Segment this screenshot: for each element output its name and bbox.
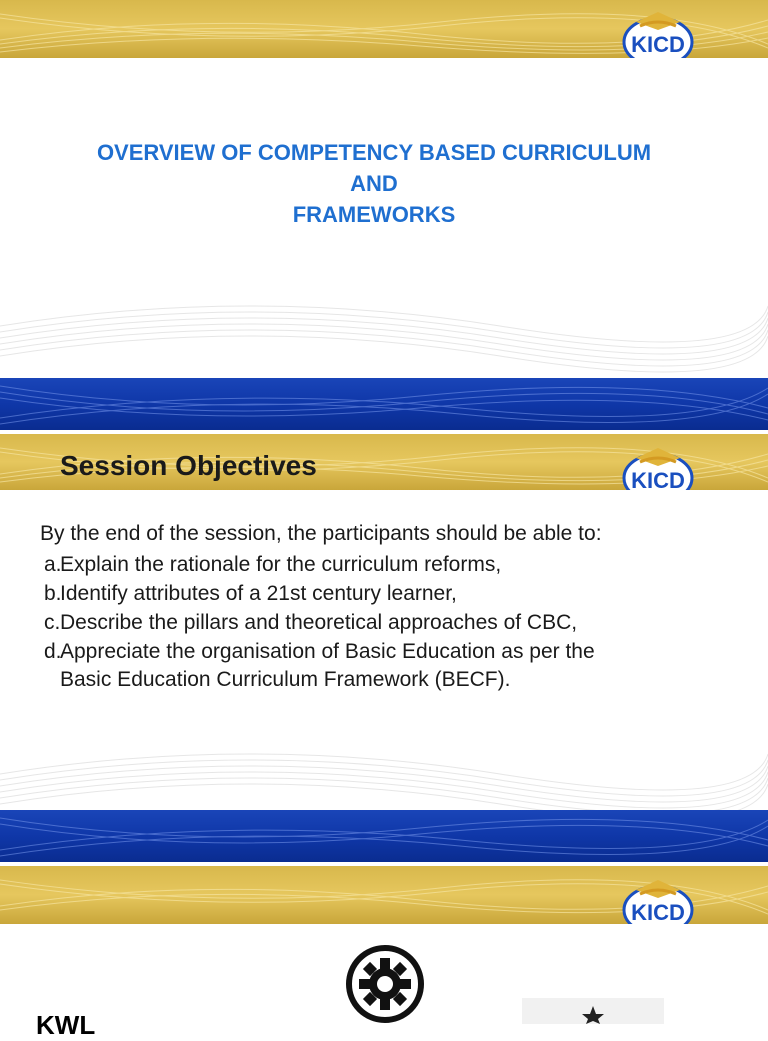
objective-item [44,611,577,635]
logo-text: KICD [631,32,685,57]
header-gold-band [0,0,768,58]
objective-letter: a. [44,553,62,576]
kwl-heading: KWL [36,1010,96,1040]
objective-letter: c. [44,611,61,634]
slide-title-text [0,137,748,230]
kicd-logo [620,870,696,924]
objectives-heading: Session Objectives [60,450,317,481]
logo-text: KICD [631,900,685,924]
title-line-1: OVERVIEW OF COMPETENCY BASED CURRICULUM [96,140,652,165]
logo-text: KICD [631,468,685,490]
objective-continuation: Basic Education Curriculum Framework (BECF). [60,668,511,691]
gear-icon [345,944,425,1029]
image-placeholder [522,998,664,1024]
objective-text: Describe the pillars and theoretical approaches of CBC, [60,611,578,634]
kicd-logo [620,2,696,58]
title-line-2: AND [350,171,398,196]
objective-letter: b. [44,582,62,605]
decorative-waves [0,378,768,430]
objective-item [44,582,457,606]
slide-title [0,0,768,432]
header-gold-band [0,866,768,924]
decorative-waves [0,810,768,862]
objective-letter: d. [44,640,62,663]
objective-text: Identify attributes of a 21st century learner, [60,582,457,605]
footer-blue-band [0,378,768,430]
footer-blue-band [0,810,768,862]
objectives-intro: By the end of the session, the participants should be able to: [40,522,602,545]
objective-item [44,640,595,664]
objective-text: Explain the rationale for the curriculum reforms, [60,553,502,576]
objective-item [44,553,501,577]
kicd-logo [620,438,696,490]
star-icon [522,998,664,1024]
title-line-3: FRAMEWORKS [292,202,456,227]
objective-text: Appreciate the organisation of Basic Education as per the [60,640,595,663]
decorative-waves [0,266,768,376]
